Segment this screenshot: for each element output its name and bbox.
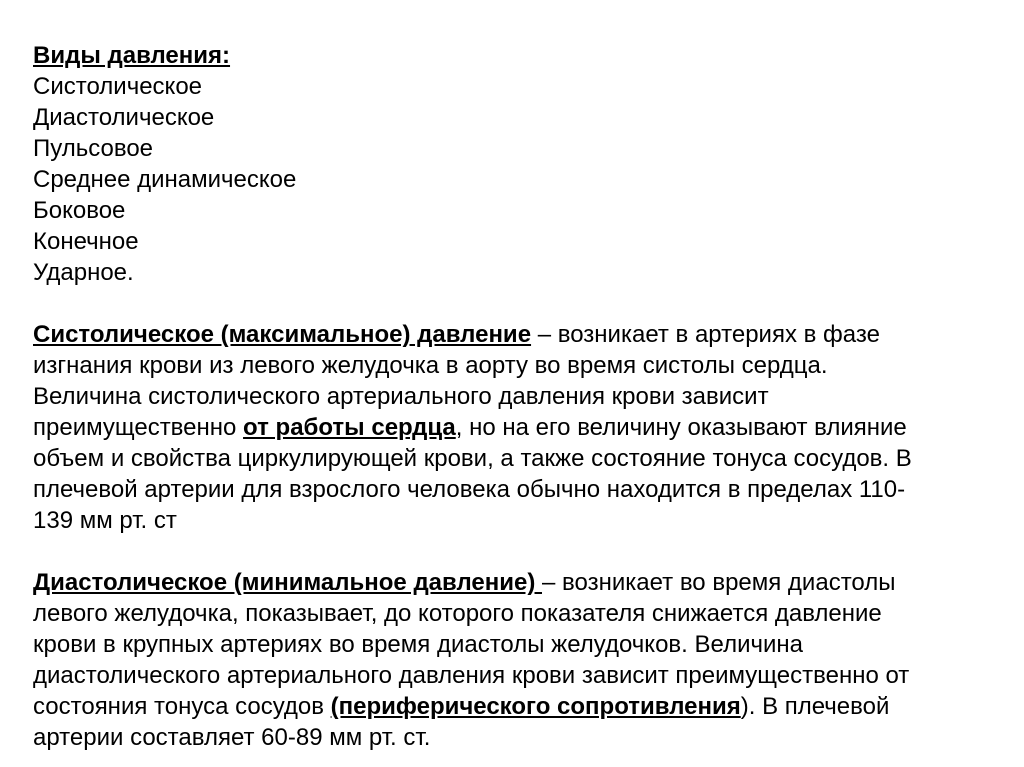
text-fragment: , но на его величину оказывают влияние <box>455 414 907 441</box>
heart-work-emphasis: от работы сердца <box>243 414 456 441</box>
text-fragment: – возникает во время диастолы <box>542 569 896 596</box>
list-item: Пульсовое <box>33 135 154 162</box>
pressure-types-heading: Виды давления: <box>33 42 231 69</box>
list-item: Систолическое <box>33 73 203 100</box>
peripheral-resistance-emphasis: (периферического сопротивления <box>330 693 741 720</box>
diastolic-term: Диастолическое (минимальное давление) <box>33 569 542 596</box>
systolic-term: Систолическое (максимальное) давление <box>33 321 532 348</box>
paragraph-line: левого желудочка, показывает, до которого показателя снижается давление <box>33 600 882 627</box>
paragraph-spacer <box>33 536 993 567</box>
paragraph-line: диастолического артериального давления крови зависит преимущественно от <box>33 662 910 689</box>
list-item: Ударное. <box>33 259 134 286</box>
paragraph-line <box>33 319 993 350</box>
paragraph-line: изгнания крови из левого желудочка в аорту во время систолы сердца. <box>33 352 828 379</box>
slide-content <box>33 40 993 753</box>
text-fragment: состояния тонуса сосудов <box>33 693 331 720</box>
list-item: Боковое <box>33 197 126 224</box>
paragraph-line <box>33 567 993 598</box>
paragraph-line: плечевой артерии для взрослого человека обычно находится в пределах 110- <box>33 476 906 503</box>
paragraph-line: Величина систолического артериального давления крови зависит <box>33 383 769 410</box>
text-fragment: – возникает в артериях в фазе <box>531 321 880 348</box>
text-fragment: ). В плечевой <box>740 693 890 720</box>
paragraph-line <box>33 691 993 722</box>
paragraph-line: объем и свойства циркулирующей крови, а также состояние тонуса сосудов. В <box>33 445 912 472</box>
list-item: Среднее динамическое <box>33 166 297 193</box>
pressure-types-list <box>33 40 993 288</box>
diastolic-paragraph <box>33 567 993 753</box>
paragraph-line <box>33 412 993 443</box>
systolic-paragraph <box>33 319 993 536</box>
paragraph-line: артерии составляет 60-89 мм рт. ст. <box>33 724 431 751</box>
text-fragment: преимущественно <box>33 414 244 441</box>
list-item: Диастолическое <box>33 104 215 131</box>
paragraph-spacer <box>33 288 993 319</box>
list-item: Конечное <box>33 228 139 255</box>
paragraph-line: крови в крупных артериях во время диастолы желудочков. Величина <box>33 631 803 658</box>
paragraph-line: 139 мм рт. ст <box>33 507 177 534</box>
